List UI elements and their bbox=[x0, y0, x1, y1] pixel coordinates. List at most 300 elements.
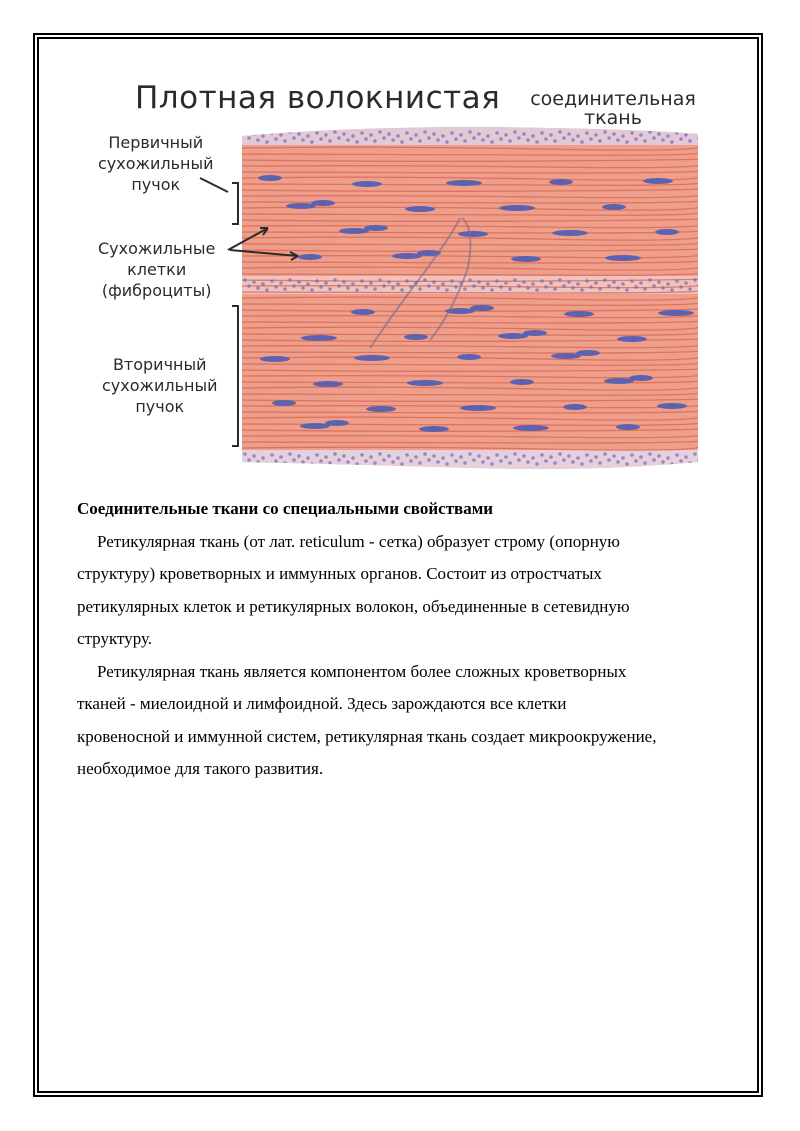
cell-dot bbox=[432, 132, 436, 136]
label-cells-line2: клетки bbox=[127, 260, 187, 279]
cell-dot bbox=[603, 130, 607, 134]
paragraph-1-line-4: структуру. bbox=[77, 629, 153, 648]
cell-dot bbox=[463, 461, 467, 465]
fibrocyte-nucleus bbox=[458, 231, 488, 237]
cell-dot bbox=[450, 279, 454, 283]
cell-dot bbox=[571, 460, 575, 464]
cell-dot bbox=[634, 459, 638, 463]
cell-dot bbox=[688, 461, 692, 465]
cell-dot bbox=[445, 140, 449, 144]
cell-dot bbox=[382, 458, 386, 462]
cell-dot bbox=[643, 139, 647, 143]
cell-dot bbox=[360, 453, 364, 457]
cell-dot bbox=[243, 278, 247, 282]
cell-dot bbox=[333, 452, 337, 456]
cell-dot bbox=[535, 140, 539, 144]
cell-dot bbox=[661, 460, 665, 464]
cell-dot bbox=[643, 287, 647, 291]
cell-dot bbox=[657, 132, 661, 136]
cell-dot bbox=[657, 280, 661, 284]
cell-dot bbox=[549, 281, 553, 285]
cell-dot bbox=[504, 281, 508, 285]
cell-dot bbox=[630, 279, 634, 283]
cell-dot bbox=[522, 454, 526, 458]
cell-dot bbox=[616, 460, 620, 464]
cell-dot bbox=[247, 458, 251, 462]
cell-dot bbox=[495, 279, 499, 283]
cell-dot bbox=[261, 282, 265, 286]
cell-dot bbox=[648, 278, 652, 282]
cell-dot bbox=[382, 284, 386, 288]
cell-dot bbox=[549, 133, 553, 137]
cell-dot bbox=[355, 462, 359, 466]
cell-dot bbox=[342, 454, 346, 458]
tissue-illustration bbox=[90, 78, 720, 478]
cell-dot bbox=[495, 453, 499, 457]
label-secondary-bundle bbox=[102, 354, 217, 417]
cell-dot bbox=[598, 461, 602, 465]
cell-dot bbox=[297, 132, 301, 136]
cell-dot bbox=[481, 286, 485, 290]
cell-dot bbox=[310, 140, 314, 144]
cell-dot bbox=[684, 281, 688, 285]
fibrocyte-nucleus bbox=[460, 405, 496, 411]
cell-dot bbox=[486, 134, 490, 138]
cell-dot bbox=[612, 132, 616, 136]
cell-dot bbox=[513, 452, 517, 456]
cell-dot bbox=[337, 284, 341, 288]
fibrocyte-nucleus bbox=[616, 424, 640, 430]
cell-dot bbox=[256, 138, 260, 142]
cell-dot bbox=[630, 453, 634, 457]
cell-dot bbox=[639, 133, 643, 137]
cell-dot bbox=[405, 453, 409, 457]
cell-dot bbox=[355, 140, 359, 144]
cell-dot bbox=[400, 462, 404, 466]
cell-dot bbox=[580, 288, 584, 292]
cell-dot bbox=[436, 460, 440, 464]
cell-dot bbox=[661, 286, 665, 290]
cell-dot bbox=[396, 282, 400, 286]
cell-dot bbox=[328, 461, 332, 465]
cell-dot bbox=[315, 453, 319, 457]
cell-dot bbox=[688, 139, 692, 143]
label-secondary-line3: пучок bbox=[135, 397, 185, 416]
cell-dot bbox=[274, 459, 278, 463]
cell-dot bbox=[436, 286, 440, 290]
cell-dot bbox=[454, 285, 458, 289]
cell-dot bbox=[351, 134, 355, 138]
cell-dot bbox=[405, 279, 409, 283]
label-primary-line2: сухожильный bbox=[98, 154, 214, 173]
cell-dot bbox=[337, 458, 341, 462]
paragraph-2-line-1: Ретикулярная ткань является компонентом более сложных кроветворных bbox=[97, 661, 627, 681]
cell-dot bbox=[283, 287, 287, 291]
cell-dot bbox=[243, 130, 247, 134]
cell-dot bbox=[535, 288, 539, 292]
cell-dot bbox=[544, 285, 548, 289]
cell-dot bbox=[652, 136, 656, 140]
cell-dot bbox=[594, 281, 598, 285]
fibrocyte-nucleus bbox=[300, 423, 330, 429]
paragraph-2-line-4: необходимое для такого развития. bbox=[77, 759, 324, 778]
cell-dot bbox=[666, 456, 670, 460]
cell-dot bbox=[279, 455, 283, 459]
cell-dot bbox=[679, 459, 683, 463]
paragraph-1-line-2: структуру) кроветворных и иммунных органов. Состоит из отростчатых bbox=[77, 564, 602, 583]
cell-dot bbox=[369, 455, 373, 459]
cell-dot bbox=[490, 140, 494, 144]
fibrocyte-nucleus bbox=[604, 378, 634, 384]
cell-dot bbox=[270, 279, 274, 283]
cell-dot bbox=[630, 131, 634, 135]
cell-dot bbox=[553, 287, 557, 291]
cell-dot bbox=[423, 452, 427, 456]
cell-dot bbox=[612, 280, 616, 284]
cell-dot bbox=[387, 132, 391, 136]
fibrocyte-nucleus bbox=[549, 179, 573, 185]
cell-dot bbox=[486, 282, 490, 286]
cell-dot bbox=[594, 133, 598, 137]
fibrocyte-nucleus bbox=[605, 255, 641, 261]
fibrocyte-nucleus bbox=[513, 425, 549, 431]
cell-dot bbox=[666, 134, 670, 138]
cell-dot bbox=[360, 279, 364, 283]
cell-dot bbox=[418, 139, 422, 143]
cell-dot bbox=[652, 284, 656, 288]
cell-dot bbox=[517, 458, 521, 462]
fibrocyte-nucleus bbox=[658, 310, 694, 316]
cell-dot bbox=[585, 279, 589, 283]
cell-dot bbox=[400, 140, 404, 144]
cell-dot bbox=[639, 455, 643, 459]
cell-dot bbox=[567, 454, 571, 458]
cell-dot bbox=[549, 455, 553, 459]
cell-dot bbox=[531, 134, 535, 138]
cell-dot bbox=[634, 285, 638, 289]
cell-dot bbox=[589, 285, 593, 289]
label-secondary-line1: Вторичный bbox=[112, 355, 207, 374]
fibrocyte-nucleus bbox=[643, 178, 673, 184]
figure-title-sub-line2: ткань bbox=[584, 107, 642, 129]
cell-dot bbox=[477, 132, 481, 136]
cell-dot bbox=[364, 137, 368, 141]
label-secondary-line2: сухожильный bbox=[102, 376, 218, 395]
cell-dot bbox=[639, 281, 643, 285]
cell-dot bbox=[648, 452, 652, 456]
cell-dot bbox=[589, 459, 593, 463]
fibrocyte-nucleus bbox=[655, 229, 679, 235]
cell-dot bbox=[670, 288, 674, 292]
cell-dot bbox=[315, 279, 319, 283]
cell-dot bbox=[477, 280, 481, 284]
cell-dot bbox=[513, 130, 517, 134]
document-body bbox=[77, 493, 727, 786]
cell-dot bbox=[675, 279, 679, 283]
cell-dot bbox=[373, 287, 377, 291]
cell-dot bbox=[526, 286, 530, 290]
cell-dot bbox=[625, 288, 629, 292]
cell-dot bbox=[625, 462, 629, 466]
cell-dot bbox=[567, 132, 571, 136]
cell-dot bbox=[279, 281, 283, 285]
cell-dot bbox=[288, 452, 292, 456]
paragraph-2-line-2: тканей - миелоидной и лимфоидной. Здесь зарождаются все клетки bbox=[77, 694, 567, 713]
cell-dot bbox=[279, 133, 283, 137]
cell-dot bbox=[558, 278, 562, 282]
cell-dot bbox=[463, 287, 467, 291]
cell-dot bbox=[490, 462, 494, 466]
label-primary-line1: Первичный bbox=[108, 133, 204, 152]
cell-dot bbox=[684, 133, 688, 137]
cell-dot bbox=[643, 461, 647, 465]
cell-dot bbox=[427, 458, 431, 462]
cell-dot bbox=[454, 459, 458, 463]
cell-dot bbox=[418, 461, 422, 465]
cell-dot bbox=[508, 461, 512, 465]
figure-title: Плотная волокнистая bbox=[135, 80, 501, 116]
cell-dot bbox=[265, 140, 269, 144]
cell-dot bbox=[324, 281, 328, 285]
label-tendon-cells bbox=[98, 238, 215, 301]
cell-dot bbox=[670, 140, 674, 144]
cell-dot bbox=[576, 282, 580, 286]
cell-dot bbox=[562, 136, 566, 140]
cell-dot bbox=[265, 462, 269, 466]
cell-dot bbox=[652, 458, 656, 462]
cell-dot bbox=[450, 453, 454, 457]
cell-dot bbox=[540, 453, 544, 457]
cell-dot bbox=[360, 131, 364, 135]
cell-dot bbox=[697, 136, 701, 140]
cell-dot bbox=[328, 287, 332, 291]
cell-dot bbox=[679, 285, 683, 289]
fibrocyte-nucleus bbox=[260, 356, 290, 362]
cell-dot bbox=[693, 452, 697, 456]
cell-dot bbox=[499, 459, 503, 463]
cell-dot bbox=[504, 455, 508, 459]
cell-dot bbox=[657, 454, 661, 458]
cell-dot bbox=[477, 454, 481, 458]
cell-dot bbox=[517, 136, 521, 140]
cell-dot bbox=[585, 131, 589, 135]
fibrocyte-nucleus bbox=[551, 353, 581, 359]
cell-dot bbox=[247, 136, 251, 140]
cell-dot bbox=[409, 137, 413, 141]
cell-dot bbox=[522, 132, 526, 136]
cell-dot bbox=[310, 462, 314, 466]
cell-dot bbox=[598, 287, 602, 291]
cell-dot bbox=[378, 278, 382, 282]
fibrocyte-nucleus bbox=[404, 334, 428, 340]
cell-dot bbox=[292, 458, 296, 462]
cell-dot bbox=[661, 138, 665, 142]
cell-dot bbox=[666, 282, 670, 286]
cell-dot bbox=[301, 286, 305, 290]
cell-dot bbox=[351, 282, 355, 286]
cell-dot bbox=[391, 460, 395, 464]
label-primary-line3: пучок bbox=[131, 175, 181, 194]
cell-dot bbox=[391, 286, 395, 290]
cell-dot bbox=[589, 137, 593, 141]
fibrocyte-nucleus bbox=[286, 203, 316, 209]
cell-dot bbox=[418, 287, 422, 291]
paragraph-2-line-3: кровеносной и иммунной систем, ретикулярная ткань создает микроокружение, bbox=[77, 726, 657, 746]
cell-dot bbox=[531, 282, 535, 286]
cell-dot bbox=[252, 132, 256, 136]
cell-dot bbox=[441, 134, 445, 138]
cell-dot bbox=[297, 454, 301, 458]
cell-dot bbox=[580, 140, 584, 144]
cell-dot bbox=[423, 130, 427, 134]
fibrocyte-nucleus bbox=[617, 336, 647, 342]
cell-dot bbox=[688, 287, 692, 291]
fibrocyte-nucleus bbox=[564, 311, 594, 317]
cell-dot bbox=[261, 456, 265, 460]
cell-dot bbox=[427, 284, 431, 288]
cell-dot bbox=[292, 136, 296, 140]
cell-dot bbox=[499, 285, 503, 289]
cell-dot bbox=[310, 288, 314, 292]
fibrocyte-nucleus bbox=[498, 333, 528, 339]
label-primary-bundle bbox=[98, 132, 213, 195]
label-cells-line3: (фиброциты) bbox=[101, 281, 212, 300]
cell-dot bbox=[301, 460, 305, 464]
cell-dot bbox=[670, 462, 674, 466]
cell-dot bbox=[576, 134, 580, 138]
cell-dot bbox=[319, 285, 323, 289]
fibrocyte-nucleus bbox=[552, 230, 588, 236]
cell-dot bbox=[463, 139, 467, 143]
cell-dot bbox=[558, 130, 562, 134]
fibrocyte-nucleus bbox=[298, 254, 322, 260]
fibrocyte-nucleus bbox=[657, 403, 687, 409]
cell-dot bbox=[396, 456, 400, 460]
cell-dot bbox=[562, 458, 566, 462]
cell-dot bbox=[486, 456, 490, 460]
cell-dot bbox=[558, 452, 562, 456]
cell-dot bbox=[306, 456, 310, 460]
fibrocyte-nucleus bbox=[419, 426, 449, 432]
cell-dot bbox=[679, 137, 683, 141]
cell-dot bbox=[319, 137, 323, 141]
cell-dot bbox=[553, 139, 557, 143]
cell-dot bbox=[585, 453, 589, 457]
paragraph-2 bbox=[77, 656, 727, 786]
cell-dot bbox=[364, 459, 368, 463]
cell-dot bbox=[427, 136, 431, 140]
cell-dot bbox=[333, 130, 337, 134]
fibrocyte-nucleus bbox=[352, 181, 382, 187]
cell-dot bbox=[468, 452, 472, 456]
cell-dot bbox=[387, 280, 391, 284]
fibrocyte-nucleus bbox=[351, 309, 375, 315]
cell-dot bbox=[612, 454, 616, 458]
fibrocyte-nucleus bbox=[405, 206, 435, 212]
cell-dot bbox=[499, 137, 503, 141]
cell-dot bbox=[283, 139, 287, 143]
cell-dot bbox=[333, 278, 337, 282]
cell-dot bbox=[468, 278, 472, 282]
cell-dot bbox=[445, 462, 449, 466]
cell-dot bbox=[621, 282, 625, 286]
cell-dot bbox=[337, 136, 341, 140]
cell-dot bbox=[432, 454, 436, 458]
cell-dot bbox=[544, 137, 548, 141]
cell-dot bbox=[607, 136, 611, 140]
cell-dot bbox=[526, 138, 530, 142]
fibrocyte-nucleus bbox=[392, 253, 422, 259]
cell-dot bbox=[324, 133, 328, 137]
cell-dot bbox=[355, 288, 359, 292]
cell-dot bbox=[342, 280, 346, 284]
cell-dot bbox=[306, 134, 310, 138]
cell-dot bbox=[522, 280, 526, 284]
cell-dot bbox=[472, 284, 476, 288]
cell-dot bbox=[576, 456, 580, 460]
cell-dot bbox=[450, 131, 454, 135]
cell-dot bbox=[346, 286, 350, 290]
cell-dot bbox=[616, 286, 620, 290]
cell-dot bbox=[454, 137, 458, 141]
cell-dot bbox=[315, 131, 319, 135]
fibrocyte-nucleus bbox=[272, 400, 296, 406]
cell-dot bbox=[481, 138, 485, 142]
fibrocyte-nucleus bbox=[366, 406, 396, 412]
paragraph-1-line-3: ретикулярных клеток и ретикулярных волокон, объединенные в сетевидную bbox=[77, 596, 630, 616]
cell-dot bbox=[441, 282, 445, 286]
cell-dot bbox=[603, 452, 607, 456]
cell-dot bbox=[351, 456, 355, 460]
cell-dot bbox=[414, 133, 418, 137]
paragraph-1 bbox=[77, 526, 727, 656]
cell-dot bbox=[261, 134, 265, 138]
cell-dot bbox=[247, 284, 251, 288]
cell-dot bbox=[346, 138, 350, 142]
cell-dot bbox=[382, 136, 386, 140]
cell-dot bbox=[252, 454, 256, 458]
cell-dot bbox=[621, 134, 625, 138]
cell-dot bbox=[243, 452, 247, 456]
cell-dot bbox=[301, 138, 305, 142]
cell-dot bbox=[472, 458, 476, 462]
cell-dot bbox=[616, 138, 620, 142]
cell-dot bbox=[256, 286, 260, 290]
cell-dot bbox=[396, 134, 400, 138]
cell-dot bbox=[544, 459, 548, 463]
cell-dot bbox=[297, 280, 301, 284]
cell-dot bbox=[288, 130, 292, 134]
fibrocyte-nucleus bbox=[602, 204, 626, 210]
figure-title-sub-line1: соединительная bbox=[530, 88, 696, 110]
cell-dot bbox=[526, 460, 530, 464]
fibrocyte-nucleus bbox=[457, 354, 481, 360]
cell-dot bbox=[481, 460, 485, 464]
fibrocyte-nucleus bbox=[354, 355, 390, 361]
cell-dot bbox=[378, 452, 382, 456]
cell-dot bbox=[513, 278, 517, 282]
cell-dot bbox=[292, 284, 296, 288]
fibrocyte-nucleus bbox=[301, 335, 337, 341]
cell-dot bbox=[598, 139, 602, 143]
cell-dot bbox=[274, 285, 278, 289]
cell-dot bbox=[508, 139, 512, 143]
cell-dot bbox=[324, 455, 328, 459]
cell-dot bbox=[319, 459, 323, 463]
cell-dot bbox=[580, 462, 584, 466]
cell-dot bbox=[648, 130, 652, 134]
cell-dot bbox=[436, 138, 440, 142]
